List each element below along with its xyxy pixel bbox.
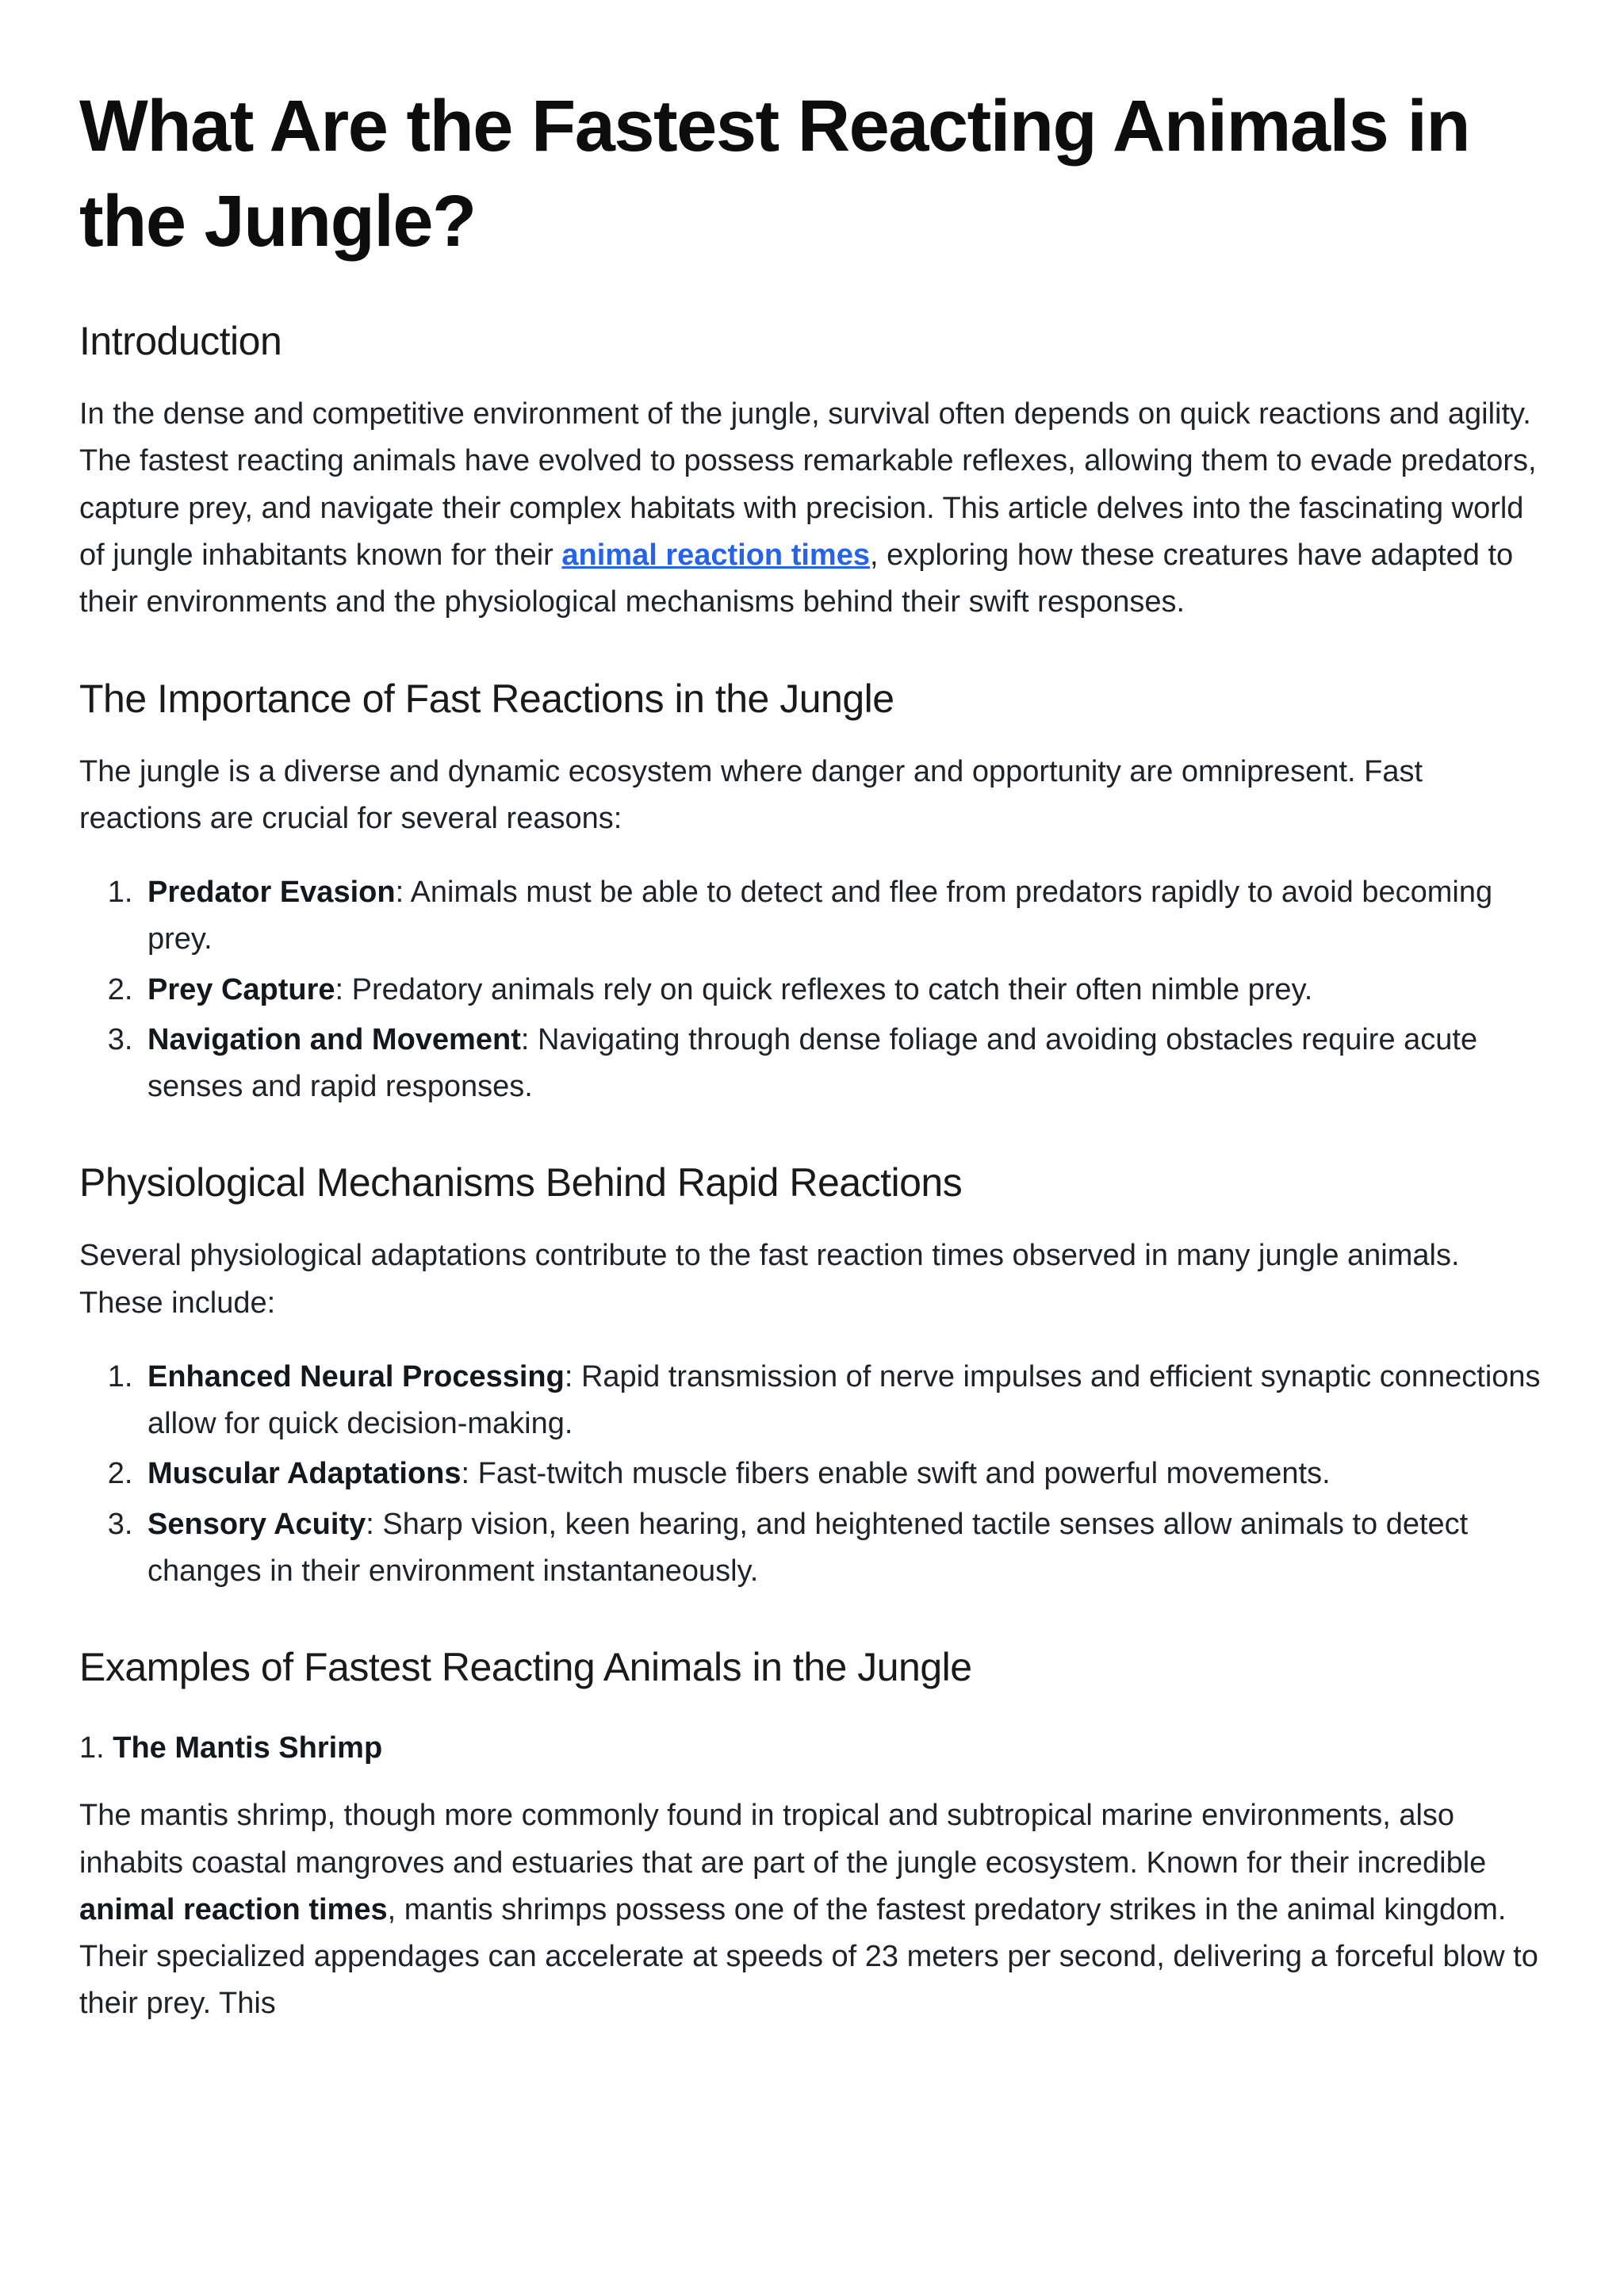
section-heading-importance: The Importance of Fast Reactions in the Jungle	[79, 676, 894, 721]
importance-list	[79, 869, 1545, 1110]
mechanisms-paragraph: Several physiological adaptations contribute to the fast reaction times observed in many jungle animals. These include:	[79, 1239, 1460, 1320]
mantis-text-before-bold: The mantis shrimp, though more commonly found in tropical and subtropical marine environments, also inhabits coastal mangroves and estuaries that are part of the jungle ecosystem. Known for their incredible	[79, 1799, 1487, 1880]
list-item-label: Prey Capture	[147, 972, 335, 1006]
intro-text-after-link: , exploring how these creatures have adapted to their environments and the physiological mechanisms behind their swift responses.	[79, 538, 1514, 619]
mechanisms-list	[79, 1354, 1545, 1595]
example-number: 1.	[79, 1731, 113, 1765]
list-item-text: : Fast-twitch muscle fibers enable swift and powerful movements.	[461, 1457, 1331, 1491]
list-item-label: Muscular Adaptations	[147, 1457, 462, 1491]
list-item-label: Navigation and Movement	[147, 1022, 521, 1056]
importance-paragraph: The jungle is a diverse and dynamic ecosystem where danger and opportunity are omnipresent. Fast reactions are crucial for several reasons:	[79, 754, 1423, 835]
list-item-sensory-acuity	[141, 1501, 1545, 1596]
section-heading-examples: Examples of Fastest Reacting Animals in the Jungle	[79, 1645, 972, 1690]
list-item-muscular-adaptations	[141, 1451, 1545, 1497]
section-heading-mechanisms: Physiological Mechanisms Behind Rapid Reactions	[79, 1160, 963, 1205]
section-heading-introduction: Introduction	[79, 319, 282, 364]
intro-paragraph	[79, 391, 1545, 626]
list-item-neural-processing	[141, 1354, 1545, 1448]
list-item-label: Enhanced Neural Processing	[147, 1359, 565, 1393]
list-item-text: : Navigating through dense foliage and avoiding obstacles require acute senses and rapid responses.	[147, 1022, 1478, 1104]
list-item-label: Sensory Acuity	[147, 1507, 366, 1541]
list-item-navigation-movement	[141, 1017, 1545, 1111]
page-title: What Are the Fastest Reacting Animals in the Jungle?	[79, 86, 1470, 262]
mantis-text-after-bold: , mantis shrimps possess one of the fastest predatory strikes in the animal kingdom. Their specialized appendages can accelerate at speeds of 23 meters per second, delivering a forceful blow to their prey. This	[79, 1892, 1538, 2021]
mantis-bold-phrase: animal reaction times	[79, 1892, 388, 1926]
list-item-predator-evasion	[141, 869, 1545, 964]
example-name: The Mantis Shrimp	[113, 1731, 383, 1765]
list-item-text: : Animals must be able to detect and flee from predators rapidly to avoid becoming prey.	[147, 876, 1493, 956]
list-item-prey-capture	[141, 967, 1545, 1014]
intro-text-before-link: In the dense and competitive environment of the jungle, survival often depends on quick reactions and agility. The fastest reacting animals have evolved to possess remarkable reflexes, allowing them to evade predators, capture prey, and navigate their complex habitats with precision. This article delves into the fascinating world of jungle inhabitants known for their	[79, 397, 1537, 572]
animal-reaction-times-link[interactable]: animal reaction times	[561, 538, 870, 572]
list-item-text: : Sharp vision, keen hearing, and heightened tactile senses allow animals to detect changes in their environment instantaneously.	[147, 1507, 1469, 1588]
list-item-label: Predator Evasion	[147, 876, 396, 910]
list-item-text: : Rapid transmission of nerve impulses and efficient synaptic connections allow for quick decision-making.	[147, 1359, 1541, 1441]
example-heading-mantis-shrimp	[79, 1731, 1545, 1765]
mantis-shrimp-paragraph	[79, 1792, 1545, 2027]
list-item-text: : Predatory animals rely on quick reflexes to catch their often nimble prey.	[335, 972, 1313, 1006]
